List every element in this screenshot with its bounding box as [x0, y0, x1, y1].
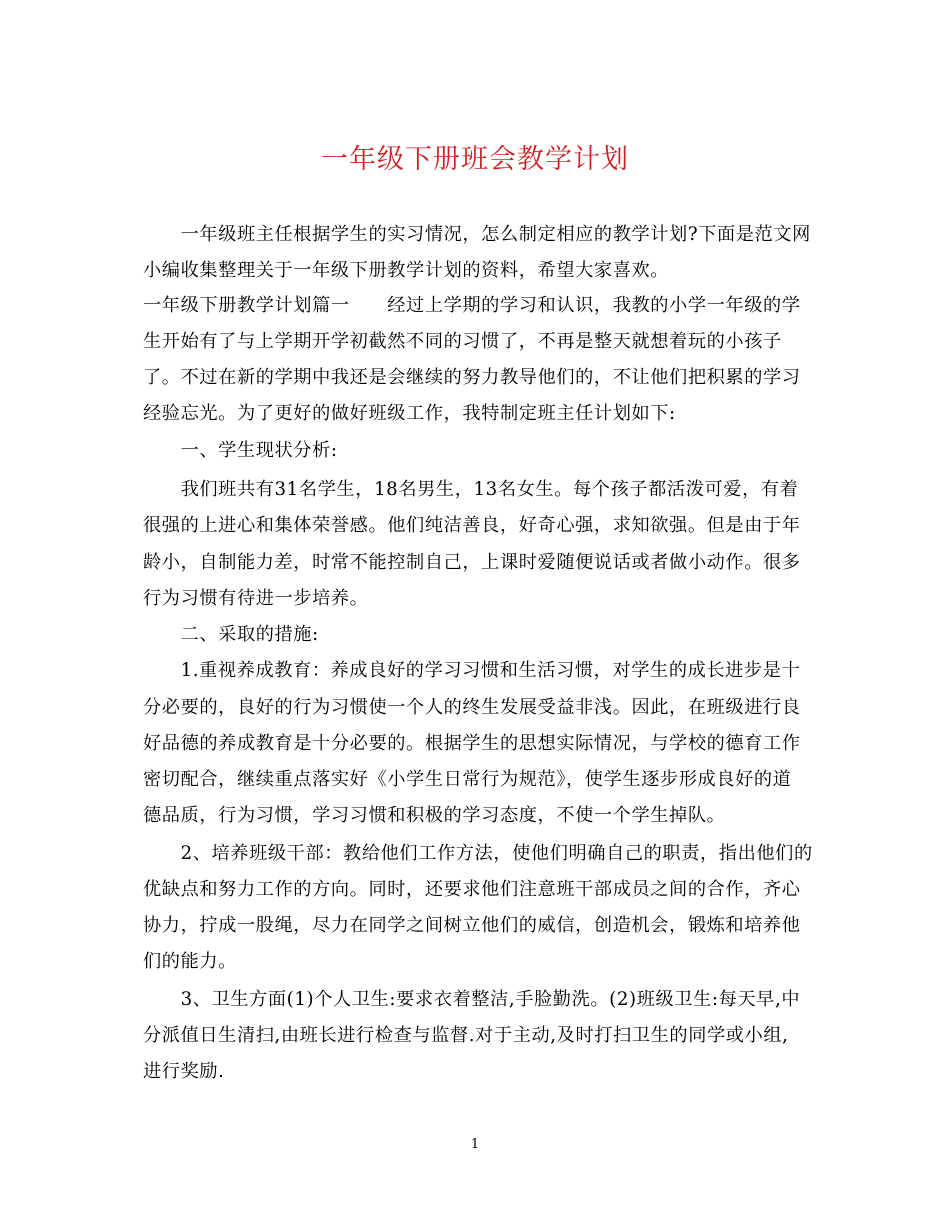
section-heading: 二、采取的措施: [143, 624, 319, 645]
text-line: 了。不过在新的学期中我还是会继续的努力教导他们的，不让他们把积累的学习 [143, 367, 801, 388]
text-line: 协力，拧成一股绳，尽力在同学之间树立他们的威信，创造机会，锻炼和培养他 [143, 915, 801, 936]
section-heading: 一、学生现状分析: [143, 440, 338, 461]
text-line: 进行奖励. [143, 1061, 225, 1082]
text-line: 德品质，行为习惯，学习习惯和积极的学习态度，不使一个学生掉队。 [143, 805, 726, 826]
text-line: 一年级下册教学计划篇一 经过上学期的学习和认识，我教的小学一年级的学 [143, 295, 801, 316]
text-line: 我们班共有31名学生，18名男生，13名女生。每个孩子都活泼可爱，有着 [143, 479, 799, 500]
text-line: 优缺点和努力工作的方向。同时，还要求他们注意班干部成员之间的合作，齐心 [143, 879, 801, 900]
text-line: 一年级班主任根据学生的实习情况，怎么制定相应的教学计划?下面是范文网 [143, 224, 811, 245]
page-number: 1 [470, 1137, 480, 1152]
text-line: 分派值日生清扫,由班长进行检查与监督.对于主动,及时打扫卫生的同学或小组, [143, 1025, 789, 1046]
text-line: 1.重视养成教育：养成良好的学习习惯和生活习惯，对学生的成长进步是十 [143, 660, 801, 681]
text-line: 很强的上进心和集体荣誉感。他们纯洁善良，好奇心强，求知欲强。但是由于年 [143, 515, 801, 536]
text-line: 分必要的，良好的行为习惯使一个人的终生发展受益非浅。因此，在班级进行良 [143, 697, 801, 718]
text-line: 生开始有了与上学期开学初截然不同的习惯了，不再是整天就想着玩的小孩子 [143, 331, 782, 352]
text-line: 3、卫生方面(1)个人卫生:要求衣着整洁,手脸勤洗。(2)班级卫生:每天早,中 [143, 989, 801, 1010]
text-line: 龄小，自制能力差，时常不能控制自己，上课时爱随便说话或者做小动作。很多 [143, 552, 801, 573]
text-line: 好品德的养成教育是十分必要的。根据学生的思想实际情况，与学校的德育工作 [143, 733, 801, 754]
text-line: 密切配合，继续重点落实好《小学生日常行为规范》，使学生逐步形成良好的道 [143, 769, 792, 790]
text-line: 行为习惯有待进一步培养。 [143, 588, 369, 609]
text-line: 2、培养班级干部：教给他们工作方法，使他们明确自己的职责，指出他们的 [143, 843, 813, 864]
document-title: 一年级下册班会教学计划 [321, 144, 629, 175]
text-line: 们的能力。 [143, 951, 237, 972]
text-line: 小编收集整理关于一年级下册教学计划的资料，希望大家喜欢。 [143, 260, 670, 281]
text-line: 经验忘光。为了更好的做好班级工作，我特制定班主任计划如下: [143, 403, 676, 424]
